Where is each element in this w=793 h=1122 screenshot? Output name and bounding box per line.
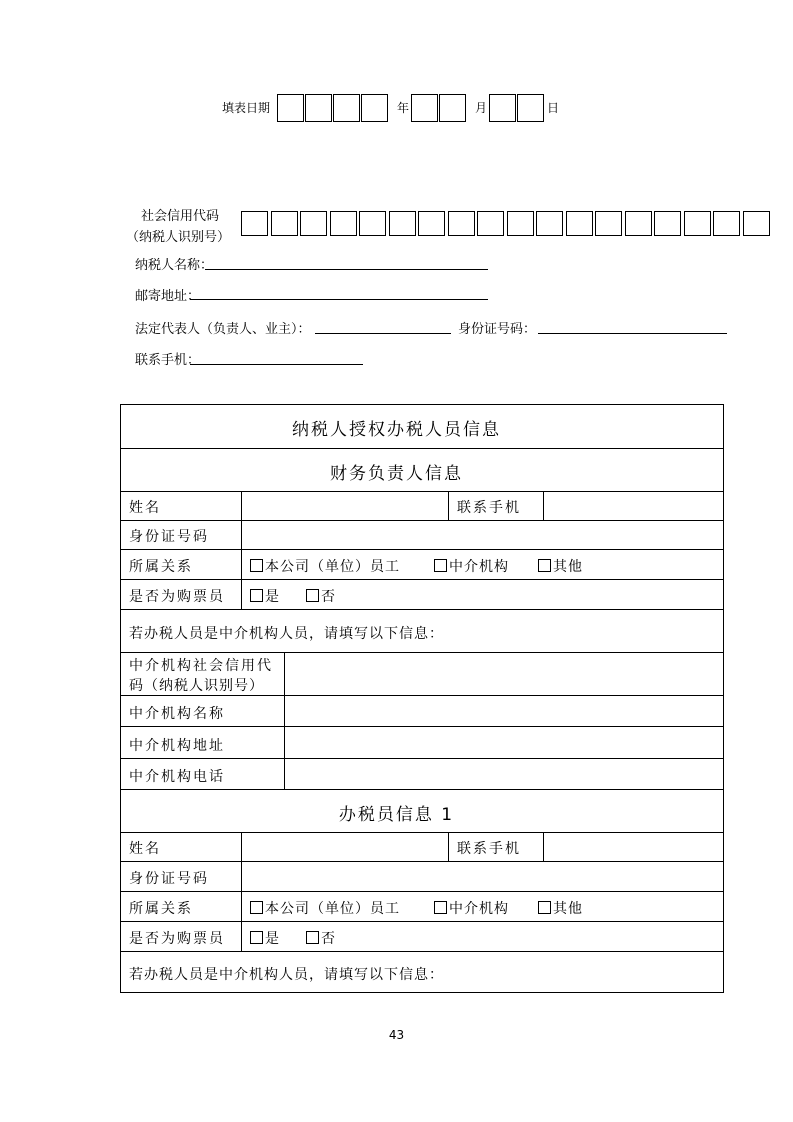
year-label: 年 xyxy=(397,101,410,115)
finance-relation-other[interactable]: 其他 xyxy=(538,556,583,576)
date-month-digit-2[interactable] xyxy=(439,94,466,122)
date-day-digit-2[interactable] xyxy=(517,94,544,122)
checkbox-icon xyxy=(250,589,263,602)
date-year-digit-3[interactable] xyxy=(333,94,360,122)
date-day-digit-1[interactable] xyxy=(489,94,516,122)
credit-code-digit-15[interactable] xyxy=(654,211,681,236)
checkbox-icon xyxy=(434,559,447,572)
id-number-label: 身份证号码： xyxy=(458,322,537,337)
checkbox-icon xyxy=(250,931,263,944)
credit-code-digit-7[interactable] xyxy=(418,211,445,236)
finance-id-label: 身份证号码 xyxy=(129,529,209,545)
credit-code-digit-2[interactable] xyxy=(271,211,298,236)
date-year-digit-2[interactable] xyxy=(305,94,332,122)
contact-phone-field[interactable] xyxy=(190,364,363,365)
date-month-digit-1[interactable] xyxy=(411,94,438,122)
agency-code-label: 中介机构社会信用代 xyxy=(129,658,273,674)
agency-code-field[interactable] xyxy=(285,653,723,694)
legal-rep-field[interactable] xyxy=(315,333,451,334)
checkbox-icon xyxy=(306,931,319,944)
mailing-address-label: 邮寄地址： xyxy=(135,289,201,304)
checkbox-icon xyxy=(538,901,551,914)
finance-relation-agency[interactable]: 中介机构 xyxy=(434,556,509,576)
agency-code-label-sub: 码（纳税人识别号） xyxy=(129,678,264,694)
agency-name-label: 中介机构名称 xyxy=(129,706,225,722)
checkbox-icon xyxy=(250,559,263,572)
finance-relation-employee[interactable]: 本公司（单位）员工 xyxy=(250,556,400,576)
credit-code-digit-16[interactable] xyxy=(684,211,711,236)
checkbox-icon xyxy=(250,901,263,914)
date-year-digit-4[interactable] xyxy=(361,94,388,122)
officer-relation-other[interactable]: 其他 xyxy=(538,898,583,918)
date-year-digit-1[interactable] xyxy=(277,94,304,122)
credit-code-digit-8[interactable] xyxy=(448,211,475,236)
agency-name-field[interactable] xyxy=(285,696,723,725)
taxpayer-name-label: 纳税人名称： xyxy=(135,258,214,273)
mailing-address-field[interactable] xyxy=(190,299,488,300)
officer-relation-agency[interactable]: 中介机构 xyxy=(434,898,509,918)
finance-phone-field[interactable] xyxy=(544,492,723,519)
agency-phone-field[interactable] xyxy=(285,759,723,788)
credit-code-digit-9[interactable] xyxy=(477,211,504,236)
id-number-field[interactable] xyxy=(538,333,727,334)
date-label: 填表日期 xyxy=(222,101,271,115)
credit-code-digit-18[interactable] xyxy=(743,211,770,236)
finance-intermediary-note: 若办税人员是中介机构人员，请填写以下信息： xyxy=(129,626,444,642)
officer-buyer-no[interactable]: 否 xyxy=(306,928,336,948)
credit-code-digit-3[interactable] xyxy=(300,211,327,236)
checkbox-icon xyxy=(434,901,447,914)
officer-relation-employee[interactable]: 本公司（单位）员工 xyxy=(250,898,400,918)
officer-name-label: 姓名 xyxy=(129,841,161,857)
finance-section-title: 财务负责人信息 xyxy=(330,464,463,484)
credit-code-digit-11[interactable] xyxy=(536,211,563,236)
credit-code-digit-12[interactable] xyxy=(566,211,593,236)
officer-intermediary-note: 若办税人员是中介机构人员，请填写以下信息： xyxy=(129,967,444,983)
agency-phone-label: 中介机构电话 xyxy=(129,769,225,785)
finance-id-field[interactable] xyxy=(242,521,723,548)
officer-relation-label: 所属关系 xyxy=(129,901,193,917)
credit-code-digit-13[interactable] xyxy=(595,211,622,236)
finance-name-field[interactable] xyxy=(242,492,447,519)
officer-buyer-yes[interactable]: 是 xyxy=(250,928,280,948)
credit-code-digit-10[interactable] xyxy=(507,211,534,236)
officer-phone-label: 联系手机 xyxy=(457,841,521,857)
finance-relation-label: 所属关系 xyxy=(129,559,193,575)
taxpayer-name-field[interactable] xyxy=(205,269,488,270)
month-label: 月 xyxy=(475,101,488,115)
tax-officer-section-title: 办税员信息 1 xyxy=(338,805,455,825)
officer-phone-field[interactable] xyxy=(544,833,723,860)
credit-code-digit-4[interactable] xyxy=(330,211,357,236)
contact-phone-label: 联系手机： xyxy=(135,353,201,368)
page-number: 43 xyxy=(388,1028,405,1042)
finance-name-label: 姓名 xyxy=(129,500,161,516)
checkbox-icon xyxy=(306,589,319,602)
agency-address-field[interactable] xyxy=(285,727,723,757)
officer-buyer-label: 是否为购票员 xyxy=(129,931,225,947)
credit-code-label-sub: （纳税人识别号） xyxy=(126,230,231,245)
officer-id-field[interactable] xyxy=(242,862,723,890)
checkbox-icon xyxy=(538,559,551,572)
credit-code-digit-1[interactable] xyxy=(241,211,268,236)
legal-rep-label: 法定代表人（负责人、业主）： xyxy=(135,322,311,337)
credit-code-label: 社会信用代码 xyxy=(141,209,220,224)
finance-buyer-label: 是否为购票员 xyxy=(129,589,225,605)
credit-code-digit-6[interactable] xyxy=(389,211,416,236)
agency-address-label: 中介机构地址 xyxy=(129,738,225,754)
table-main-title: 纳税人授权办税人员信息 xyxy=(292,420,501,440)
finance-buyer-no[interactable]: 否 xyxy=(306,586,336,606)
officer-name-field[interactable] xyxy=(242,833,447,860)
finance-buyer-yes[interactable]: 是 xyxy=(250,586,280,606)
day-label: 日 xyxy=(547,101,560,115)
credit-code-digit-5[interactable] xyxy=(359,211,386,236)
finance-phone-label: 联系手机 xyxy=(457,500,521,516)
credit-code-digit-14[interactable] xyxy=(625,211,652,236)
credit-code-digit-17[interactable] xyxy=(713,211,740,236)
officer-id-label: 身份证号码 xyxy=(129,871,209,887)
